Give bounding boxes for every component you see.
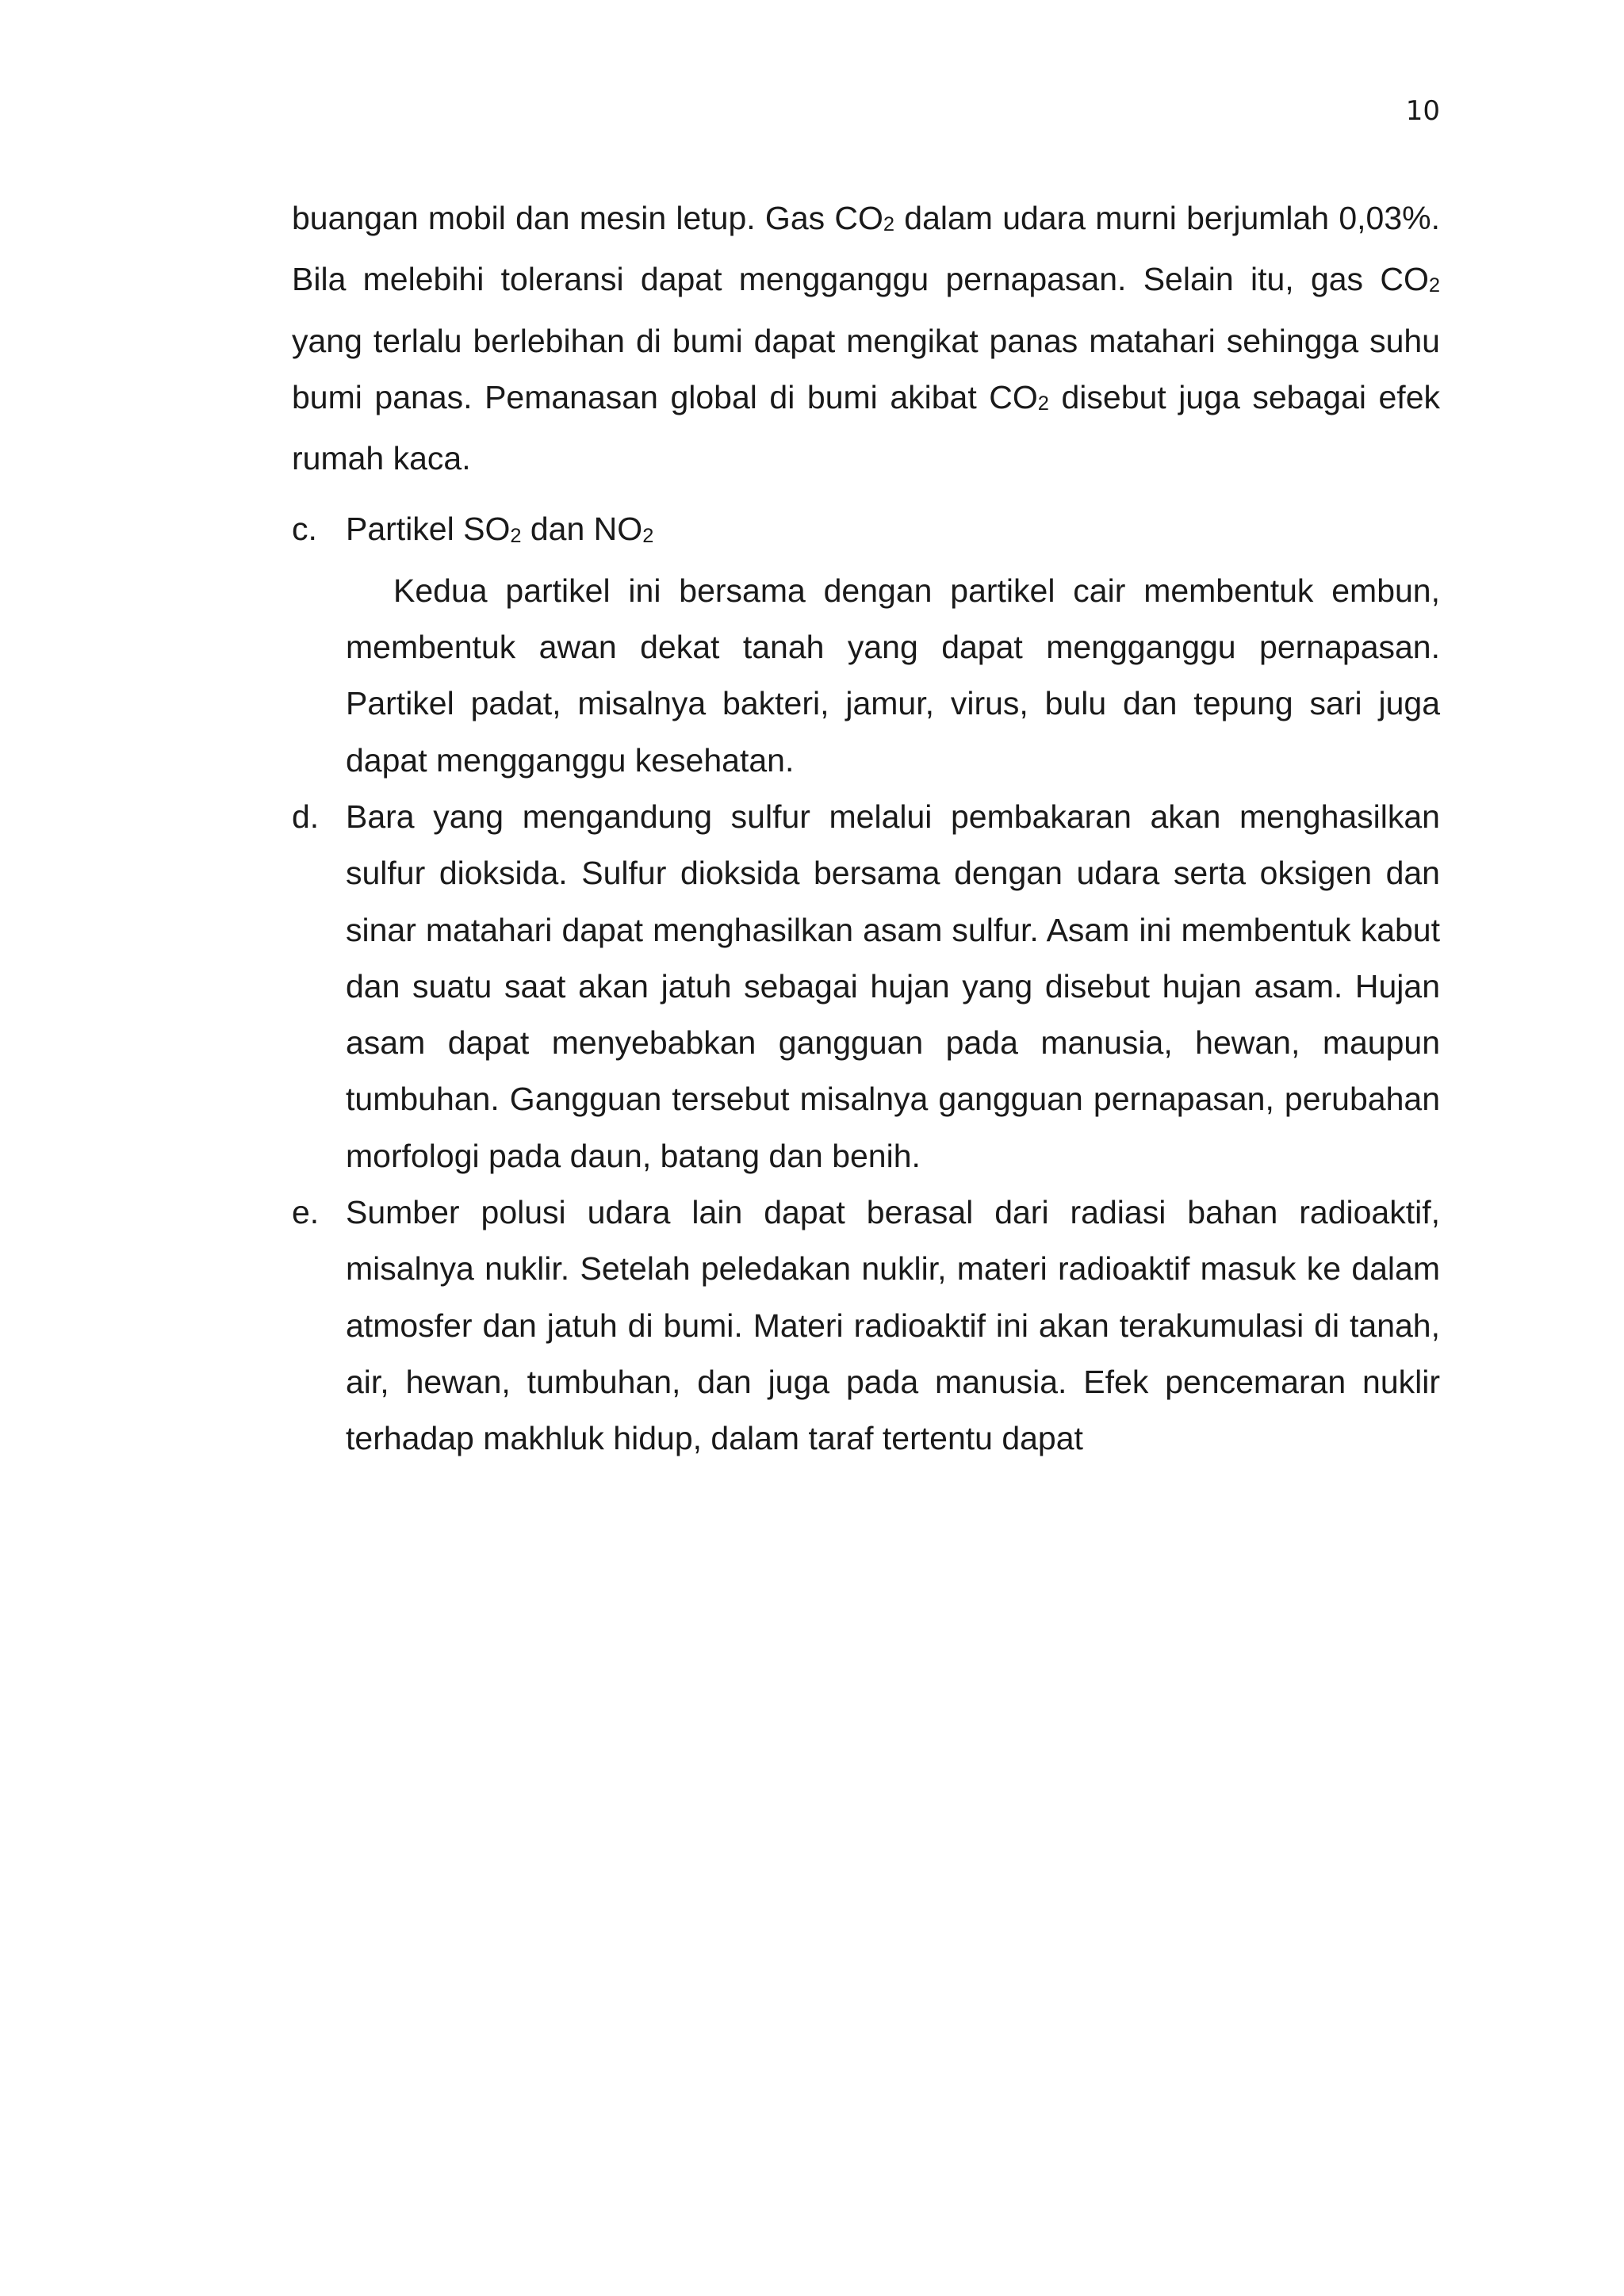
continuation-paragraph: buangan mobil dan mesin letup. Gas $CO_2$ dalam udara murni berjumlah 0,03%. Bila melebihi toleransi dapat mengganggu pernapasan. Selain itu, gas $CO_2$ yang terlalu berlebihan di bumi dapat mengikat panas matahari sehingga suhu bumi panas. Pemanasan global di bumi akibat $CO_2$ disebut juga sebagai efek rumah kaca.	[292, 200, 1441, 477]
list-item-c-title: Partikel $SO_2$ dan $NO_2$	[346, 511, 654, 548]
subscript: 2	[1037, 392, 1049, 415]
list-item-c-body: Kedua partikel ini bersama dengan partikel cair membentuk embun, membentuk awan dekat tanah yang dapat mengganggu pernapasan. Partikel padat, misalnya bakteri, jamur, virus, bulu dan tepung sari juga dapat mengganggu kesehatan.	[346, 572, 1440, 779]
subscript: 2	[510, 524, 522, 547]
list-item-d-body: Bara yang mengandung sulfur melalui pembakaran akan menghasilkan sulfur dioksida. Sulfur dioksida bersama dengan udara serta oksigen dan sinar matahari dapat menghasilkan asam sulfur. Asam ini membentuk kabut dan suatu saat akan jatuh sebagai hujan yang disebut hujan asam. Hujan asam dapat menyebabkan gangguan pada manusia, hewan, maupun tumbuhan. Gangguan tersebut misalnya gangguan pernapasan, perubahan morfologi pada daun, batang dan benih.	[346, 798, 1440, 1174]
subscript: 2	[1428, 274, 1440, 297]
page-body	[292, 190, 1440, 1468]
page-number: 10	[1405, 95, 1440, 127]
subscript: 2	[883, 213, 895, 236]
list-item-c	[292, 501, 1440, 788]
list-marker-c: c.	[292, 511, 317, 548]
list-marker-d: d.	[292, 798, 320, 835]
list-item-e	[292, 1184, 1440, 1467]
list-item-e-body: Sumber polusi udara lain dapat berasal dari radiasi bahan radioaktif, misalnya nuklir. Setelah peledakan nuklir, materi radioaktif masuk ke dalam atmosfer dan jatuh di bumi. Materi radioaktif ini akan terakumulasi di tanah, air, hewan, tumbuhan, dan juga pada manusia. Efek pencemaran nuklir terhadap makhluk hidup, dalam taraf tertentu dapat	[346, 1194, 1440, 1457]
list-item-d	[292, 789, 1440, 1184]
list-marker-e: e.	[292, 1194, 320, 1231]
subscript: 2	[642, 524, 654, 547]
